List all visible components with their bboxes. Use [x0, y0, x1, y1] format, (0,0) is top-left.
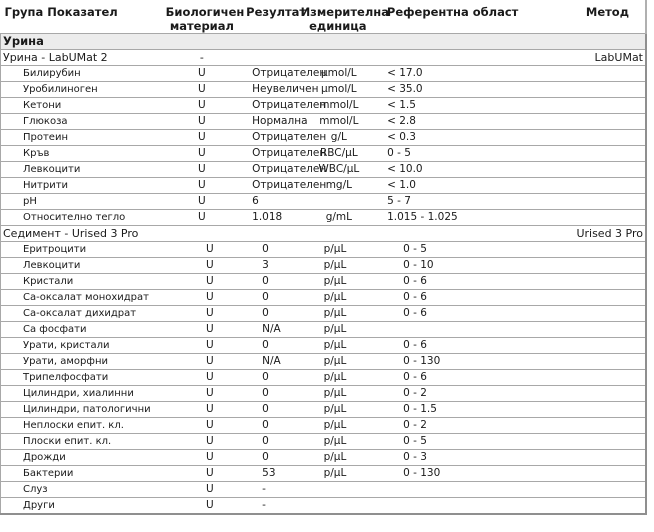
test-method	[528, 290, 646, 306]
header-result-label: Резултат	[246, 5, 307, 19]
test-result: N/A	[262, 323, 281, 335]
test-result: Отрицателен	[252, 67, 327, 79]
group-name: Урина	[1, 34, 647, 50]
reference-range	[377, 498, 528, 515]
test-result: Отрицателен	[252, 131, 327, 143]
reference-range: 0 - 5	[403, 435, 427, 447]
table-row	[1, 306, 647, 322]
test-unit: p/µL	[323, 403, 347, 415]
header-group-label: Група Показател	[4, 5, 118, 19]
test-method	[528, 306, 646, 322]
table-row	[1, 242, 647, 258]
test-result: 0	[262, 419, 269, 431]
bio-material: U	[206, 291, 214, 303]
test-name: Други	[23, 500, 55, 511]
bio-material: U	[206, 387, 214, 399]
test-name: Кристали	[23, 276, 74, 287]
test-method	[528, 162, 646, 178]
subgroup-method: LabUMat	[594, 51, 643, 64]
test-name: Слуз	[23, 484, 48, 495]
test-unit: mmol/L	[319, 99, 359, 111]
reference-range: < 35.0	[387, 83, 423, 95]
reference-range: 0 - 6	[403, 275, 427, 287]
test-method	[528, 434, 646, 450]
test-result: Отрицателен	[252, 99, 327, 111]
reference-range: 0 - 5	[403, 243, 427, 255]
table-row	[1, 162, 647, 178]
header-reference-label: Референтна област	[386, 5, 519, 19]
test-name: Цилиндри, патологични	[23, 404, 151, 415]
test-result: 3	[262, 259, 269, 271]
table-row	[1, 418, 647, 434]
table-row	[1, 450, 647, 466]
test-name: Кетони	[23, 100, 62, 111]
test-name: Уробилиноген	[23, 84, 98, 95]
header-unit-line1: Измерителна	[300, 5, 389, 19]
test-name: Трипелфосфати	[23, 372, 109, 383]
reference-range: 1.015 - 1.025	[387, 211, 458, 223]
reference-range: 0 - 3	[403, 451, 427, 463]
table-row	[1, 370, 647, 386]
header-reference	[377, 0, 528, 34]
reference-range: 0 - 6	[403, 291, 427, 303]
bio-material: U	[206, 499, 214, 511]
test-unit: p/µL	[323, 323, 347, 335]
test-unit: p/µL	[323, 307, 347, 319]
test-name: Глюкоза	[23, 116, 68, 127]
test-method	[528, 82, 646, 98]
test-name: Урати, кристали	[23, 340, 110, 351]
test-result: 53	[262, 467, 276, 479]
bio-material: U	[206, 339, 214, 351]
test-method	[528, 338, 646, 354]
test-unit: µmol/L	[321, 67, 357, 79]
test-method	[528, 370, 646, 386]
test-result: 0	[262, 339, 269, 351]
reference-range: < 0.3	[387, 131, 416, 143]
test-unit: p/µL	[323, 291, 347, 303]
bio-material: U	[206, 483, 214, 495]
test-result: Нормална	[252, 115, 308, 127]
test-name: Плоски епит. кл.	[23, 436, 112, 447]
test-result: -	[262, 483, 266, 495]
table-row	[1, 194, 647, 210]
test-unit: p/µL	[323, 451, 347, 463]
test-method	[528, 386, 646, 402]
header-unit	[300, 0, 389, 34]
reference-range: 0 - 5	[387, 147, 411, 159]
test-unit: p/µL	[323, 339, 347, 351]
test-name: Нитрити	[23, 180, 69, 191]
test-name: pH	[23, 196, 37, 207]
bio-material: U	[198, 147, 206, 159]
test-result: Отрицателен	[252, 163, 327, 175]
table-body	[1, 34, 647, 515]
test-method	[528, 274, 646, 290]
test-unit: p/µL	[323, 435, 347, 447]
table-row	[1, 290, 647, 306]
test-method	[528, 322, 646, 338]
test-method	[528, 210, 646, 226]
test-unit: mmol/L	[319, 115, 359, 127]
header-unit-line2: единица	[309, 19, 367, 33]
test-method	[528, 114, 646, 130]
test-unit: p/µL	[323, 355, 347, 367]
bio-material: U	[206, 403, 214, 415]
table-row	[1, 146, 647, 162]
bio-material: U	[206, 355, 214, 367]
test-method	[528, 130, 646, 146]
test-name: Са-оксалат монохидрат	[23, 292, 149, 303]
test-result: 0	[262, 275, 269, 287]
test-name: Са-оксалат дихидрат	[23, 308, 137, 319]
bio-material: U	[198, 195, 206, 207]
bio-material: U	[198, 163, 206, 175]
subgroup-row-sediment	[1, 226, 647, 242]
test-result: Отрицателен	[252, 147, 327, 159]
header-method	[528, 0, 646, 34]
test-result: 0	[262, 371, 269, 383]
table-row	[1, 338, 647, 354]
test-method	[528, 242, 646, 258]
table-row	[1, 386, 647, 402]
test-method	[528, 354, 646, 370]
table-row	[1, 402, 647, 418]
reference-range: 0 - 2	[403, 419, 427, 431]
test-result: N/A	[262, 355, 281, 367]
header-bio-line1: Биологичен	[165, 5, 245, 19]
test-name: Левкоцити	[23, 260, 81, 271]
test-name: Бактерии	[23, 468, 74, 479]
reference-range: < 10.0	[387, 163, 423, 175]
reference-range: 0 - 6	[403, 339, 427, 351]
table-row	[1, 82, 647, 98]
bio-material: U	[198, 211, 206, 223]
reference-range: 0 - 2	[403, 387, 427, 399]
header-bio-material	[164, 0, 245, 34]
test-unit: p/µL	[323, 419, 347, 431]
reference-range: 5 - 7	[387, 195, 411, 207]
test-method	[528, 194, 646, 210]
test-result: -	[262, 499, 266, 511]
test-name: Неплоски епит. кл.	[23, 420, 124, 431]
reference-range: < 17.0	[387, 67, 423, 79]
test-name: Еритроцити	[23, 244, 87, 255]
test-name: Протеин	[23, 132, 68, 143]
bio-material: U	[206, 307, 214, 319]
table-row	[1, 98, 647, 114]
test-result: 0	[262, 291, 269, 303]
bio-material: U	[198, 67, 206, 79]
subgroup-bio: -	[199, 51, 204, 64]
table-row	[1, 498, 647, 515]
subgroup-row-labumat	[1, 50, 647, 66]
test-name: Са фосфати	[23, 324, 87, 335]
test-unit: p/µL	[323, 259, 347, 271]
test-method	[528, 466, 646, 482]
reference-range: 0 - 10	[403, 259, 434, 271]
subgroup-name: Седимент - Urised 3 Pro	[3, 227, 139, 240]
bio-material: U	[198, 115, 206, 127]
test-unit: mg/L	[325, 179, 352, 191]
table-row	[1, 466, 647, 482]
reference-range: 0 - 130	[403, 467, 441, 479]
bio-material: U	[198, 179, 206, 191]
reference-range: < 2.8	[387, 115, 416, 127]
bio-material: U	[198, 131, 206, 143]
test-result: Отрицателен	[252, 179, 327, 191]
test-method	[528, 178, 646, 194]
bio-material: U	[206, 435, 214, 447]
test-method	[528, 258, 646, 274]
bio-material: U	[206, 419, 214, 431]
reference-range	[377, 322, 528, 338]
bio-material: U	[206, 259, 214, 271]
test-unit: g/L	[330, 131, 347, 143]
bio-material: U	[206, 451, 214, 463]
header-result	[240, 0, 307, 34]
bio-material: U	[198, 99, 206, 111]
test-result: Неувеличен	[252, 83, 319, 95]
test-method	[528, 498, 646, 515]
table-row	[1, 322, 647, 338]
test-unit: p/µL	[323, 467, 347, 479]
reference-range	[377, 482, 528, 498]
test-result: 0	[262, 403, 269, 415]
test-unit	[301, 498, 378, 515]
table-header	[1, 0, 647, 34]
test-unit: p/µL	[323, 243, 347, 255]
test-result: 0	[262, 451, 269, 463]
test-result: 0	[262, 387, 269, 399]
test-unit: g/mL	[325, 211, 352, 223]
header-group	[1, 0, 164, 34]
table-row	[1, 354, 647, 370]
test-result: 6	[252, 195, 259, 207]
bio-material: U	[206, 275, 214, 287]
reference-range: 0 - 6	[403, 307, 427, 319]
test-name: Цилиндри, хиалинни	[23, 388, 134, 399]
subgroup-method: Urised 3 Pro	[576, 227, 643, 240]
reference-range: < 1.5	[387, 99, 416, 111]
table-row	[1, 66, 647, 82]
test-result: 0	[262, 243, 269, 255]
test-method	[528, 450, 646, 466]
group-row-urine	[1, 34, 647, 50]
bio-material: U	[206, 323, 214, 335]
test-unit: WBC/µL	[318, 163, 360, 175]
test-unit: RBC/µL	[319, 147, 358, 159]
test-method	[528, 402, 646, 418]
test-method	[528, 146, 646, 162]
bio-material: U	[198, 83, 206, 95]
test-name: Билирубин	[23, 68, 81, 79]
test-unit: p/µL	[323, 387, 347, 399]
reference-range: 0 - 130	[403, 355, 441, 367]
table-row	[1, 210, 647, 226]
test-method	[528, 482, 646, 498]
table-row	[1, 274, 647, 290]
test-name: Кръв	[23, 148, 50, 159]
test-unit	[301, 194, 378, 210]
test-name: Урати, аморфни	[23, 356, 108, 367]
reference-range: < 1.0	[387, 179, 416, 191]
test-unit: µmol/L	[321, 83, 357, 95]
subgroup-name: Урина - LabUMat 2	[3, 51, 108, 64]
table-row	[1, 178, 647, 194]
reference-range: 0 - 1.5	[403, 403, 437, 415]
test-name: Относително тегло	[23, 212, 126, 223]
table-row	[1, 130, 647, 146]
test-name: Дрожди	[23, 452, 66, 463]
test-unit	[301, 482, 378, 498]
header-method-label: Метод	[585, 5, 629, 19]
reference-range: 0 - 6	[403, 371, 427, 383]
table-row	[1, 114, 647, 130]
test-unit: p/µL	[323, 371, 347, 383]
table-row	[1, 258, 647, 274]
table-row	[1, 482, 647, 498]
test-method	[528, 418, 646, 434]
test-unit: p/µL	[323, 275, 347, 287]
test-result: 0	[262, 435, 269, 447]
test-method	[528, 66, 646, 82]
test-name: Левкоцити	[23, 164, 81, 175]
test-result: 1.018	[252, 211, 283, 223]
bio-material: U	[206, 243, 214, 255]
bio-material: U	[206, 371, 214, 383]
header-bio-line2: материал	[169, 19, 234, 33]
table-row	[1, 434, 647, 450]
test-result: 0	[262, 307, 269, 319]
bio-material: U	[206, 467, 214, 479]
test-method	[528, 98, 646, 114]
